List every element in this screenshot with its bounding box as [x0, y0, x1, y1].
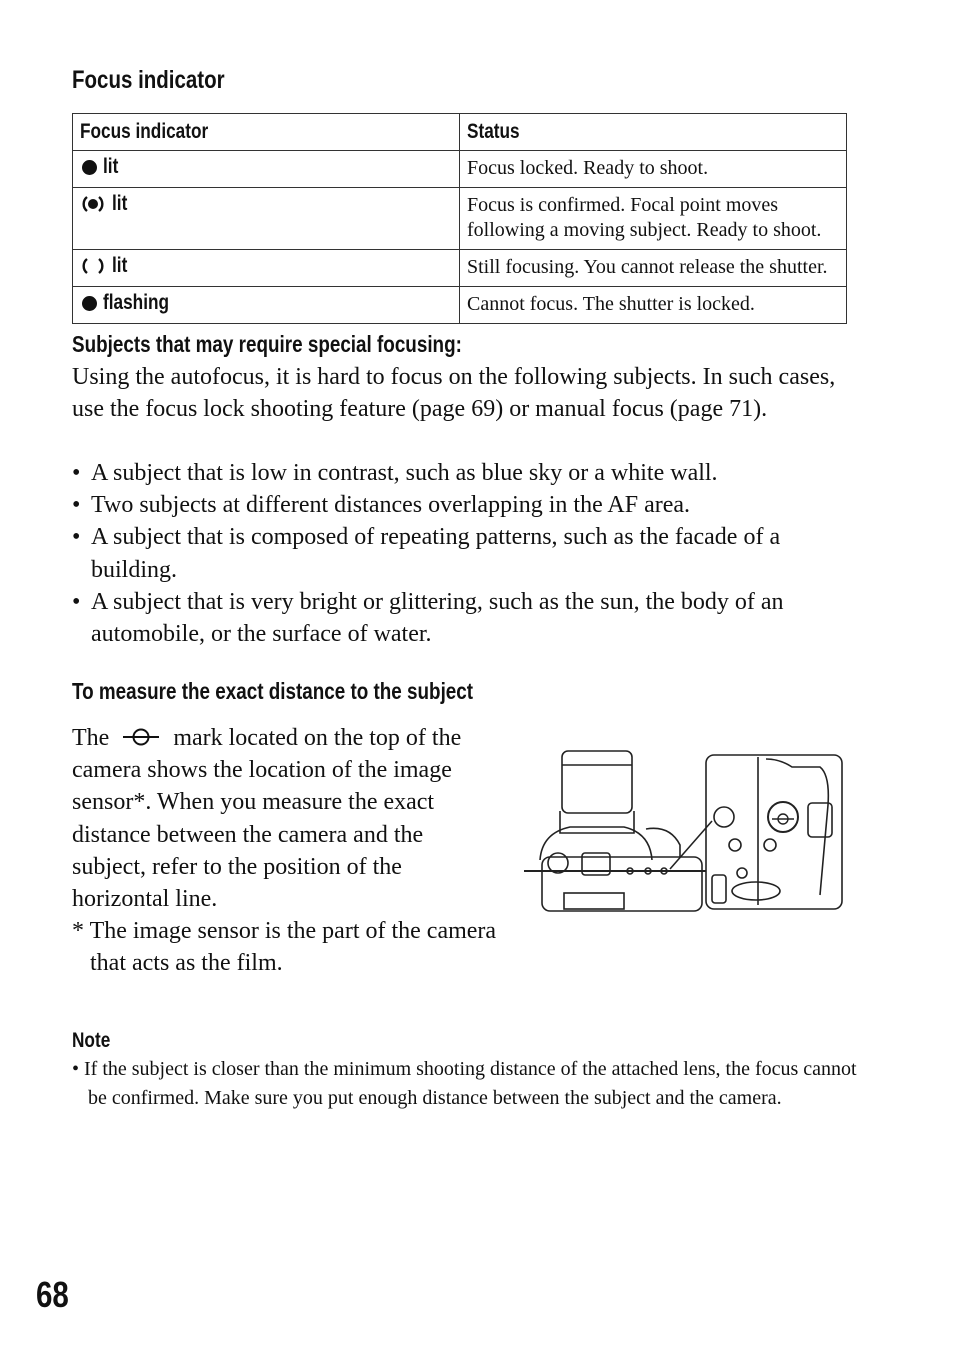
- solid-dot-icon: [82, 160, 97, 175]
- list-item: • A subject that is very bright or glittering, such as the sun, the body of an automobile, or the surface of water.: [72, 586, 842, 650]
- measure-heading: To measure the exact distance to the subject: [72, 678, 474, 704]
- indicator-label: lit: [112, 192, 128, 215]
- header-focus-indicator: Focus indicator: [73, 114, 460, 151]
- table-header-row: [73, 114, 847, 151]
- focus-indicator-table: [72, 113, 847, 324]
- status-cell: Cannot focus. The shutter is locked.: [460, 287, 847, 324]
- indicator-label: lit: [103, 155, 119, 178]
- image-sensor-mark-icon: [121, 726, 161, 748]
- status-cell: Still focusing. You cannot release the shutter.: [460, 250, 847, 287]
- list-item: • Two subjects at different distances overlapping in the AF area.: [72, 489, 842, 521]
- page-number: 68: [36, 1274, 69, 1315]
- list-item: • A subject that is composed of repeating patterns, such as the facade of a building.: [72, 521, 842, 585]
- dot-with-arcs-icon: [80, 194, 106, 214]
- camera-top-illustration: [520, 745, 846, 915]
- status-cell: Focus locked. Ready to shoot.: [460, 151, 847, 188]
- subjects-list: [72, 457, 842, 650]
- note-heading: Note: [72, 1029, 111, 1052]
- status-cell: Focus is confirmed. Focal point moves following a moving subject. Ready to shoot.: [460, 188, 847, 250]
- table-row: [73, 287, 847, 324]
- table-row: [73, 250, 847, 287]
- note-text: • If the subject is closer than the minimum shooting distance of the attached lens, the focus cannot be confirmed. Make sure you put enough distance between the subject and the camera.: [72, 1058, 857, 1109]
- header-status: Status: [460, 114, 847, 151]
- section-title: Focus indicator: [72, 66, 225, 94]
- subjects-heading: Subjects that may require special focusing:: [72, 331, 462, 357]
- subjects-intro: Using the autofocus, it is hard to focus on the following subjects. In such cases, use the focus lock shooting feature (page 69) or manual focus (page 71).: [72, 364, 836, 423]
- indicator-label: lit: [112, 254, 128, 277]
- arcs-only-icon: [80, 256, 106, 276]
- table-row: [73, 188, 847, 250]
- list-item: • A subject that is low in contrast, such as blue sky or a white wall.: [72, 457, 842, 489]
- footnote: * The image sensor is the part of the camera that acts as the film.: [72, 918, 497, 977]
- solid-dot-icon: [82, 296, 97, 311]
- indicator-label: flashing: [103, 291, 170, 314]
- table-row: [73, 151, 847, 188]
- measure-paragraph: The mark located on the top of the camera shows the location of the image sensor*. When you measure the exact distance between the camera and the subject, refer to the position of the horizontal line.: [72, 725, 462, 913]
